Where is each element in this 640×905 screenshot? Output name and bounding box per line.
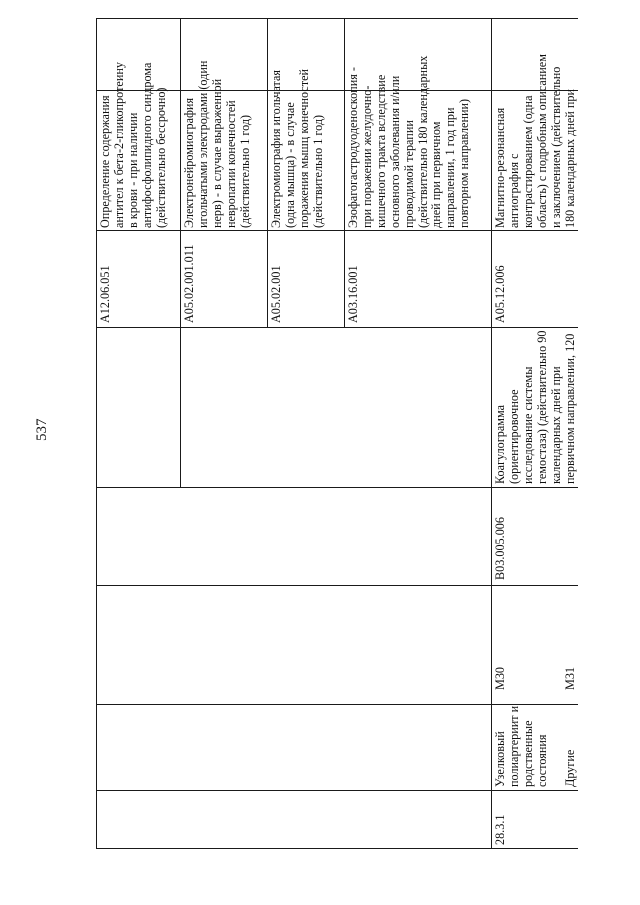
row5-code: A05.12.006 [493, 265, 507, 323]
table-col-line-3 [267, 18, 268, 328]
row-number: 28.3.1 [493, 814, 507, 845]
disease-name: Узелковый полиартериит и родственные состояния [493, 705, 549, 787]
table-rule-bottom [96, 848, 578, 849]
table-rule-5 [96, 585, 578, 586]
icd-code-m30: M30 [493, 666, 507, 690]
table-rule-3 [96, 327, 578, 328]
row4-code: A03.16.001 [346, 265, 360, 323]
coagulogram-code: B03.005.006 [493, 517, 507, 580]
row5-description: Магнитно-резонансная ангиография с контрастированием (одна область) с подробным описанием и заключением (действительно 180 календарных дней при [493, 54, 577, 228]
row1-code: A12.06.051 [98, 265, 112, 323]
icd-code-m31: M31 [563, 666, 577, 690]
page-number: 537 [34, 418, 50, 441]
row1-description: Определение содержания антител к бета-2-гликопротеину в крови - при наличии антифосфолипидного синдрома (действительно бессрочно) [98, 62, 168, 228]
row2-description: Электронейромиография игольчатыми электродами (один нерв) - в случае выраженной невропатии конечностей (действительно 1 год) [182, 60, 252, 228]
table-rule-7 [96, 790, 578, 791]
table-col-line-2 [180, 18, 181, 488]
table-rule-4 [96, 487, 578, 488]
table-col-line-4 [344, 18, 345, 328]
row4-description: Эзофагогастродуоденоскопия - при поражении желудочно- кишечного тракта вследствие основного заболевания и/или проводимой терапии (действительно 180 календарных дней при первичном направлении, 1 год при повторном направлении) [346, 55, 472, 228]
table-col-line-1 [96, 18, 97, 848]
table-rule-top [96, 18, 578, 19]
row2-code: A05.02.001.011 [182, 244, 196, 323]
table-col-line-5 [491, 18, 492, 848]
other-label: Другие [563, 749, 577, 787]
coagulogram-description: Коагулограмма (ориентировочное исследование системы гемостаза) (действительно 90 календарных дней при первичном направлении, 120 [493, 330, 577, 484]
table-rule-2 [96, 230, 578, 231]
row3-description: Электромиография игольчатая (одна мышца) - в случае поражения мышц конечностей (действительно 1 год) [269, 68, 325, 228]
row3-code: A05.02.001 [269, 265, 283, 323]
